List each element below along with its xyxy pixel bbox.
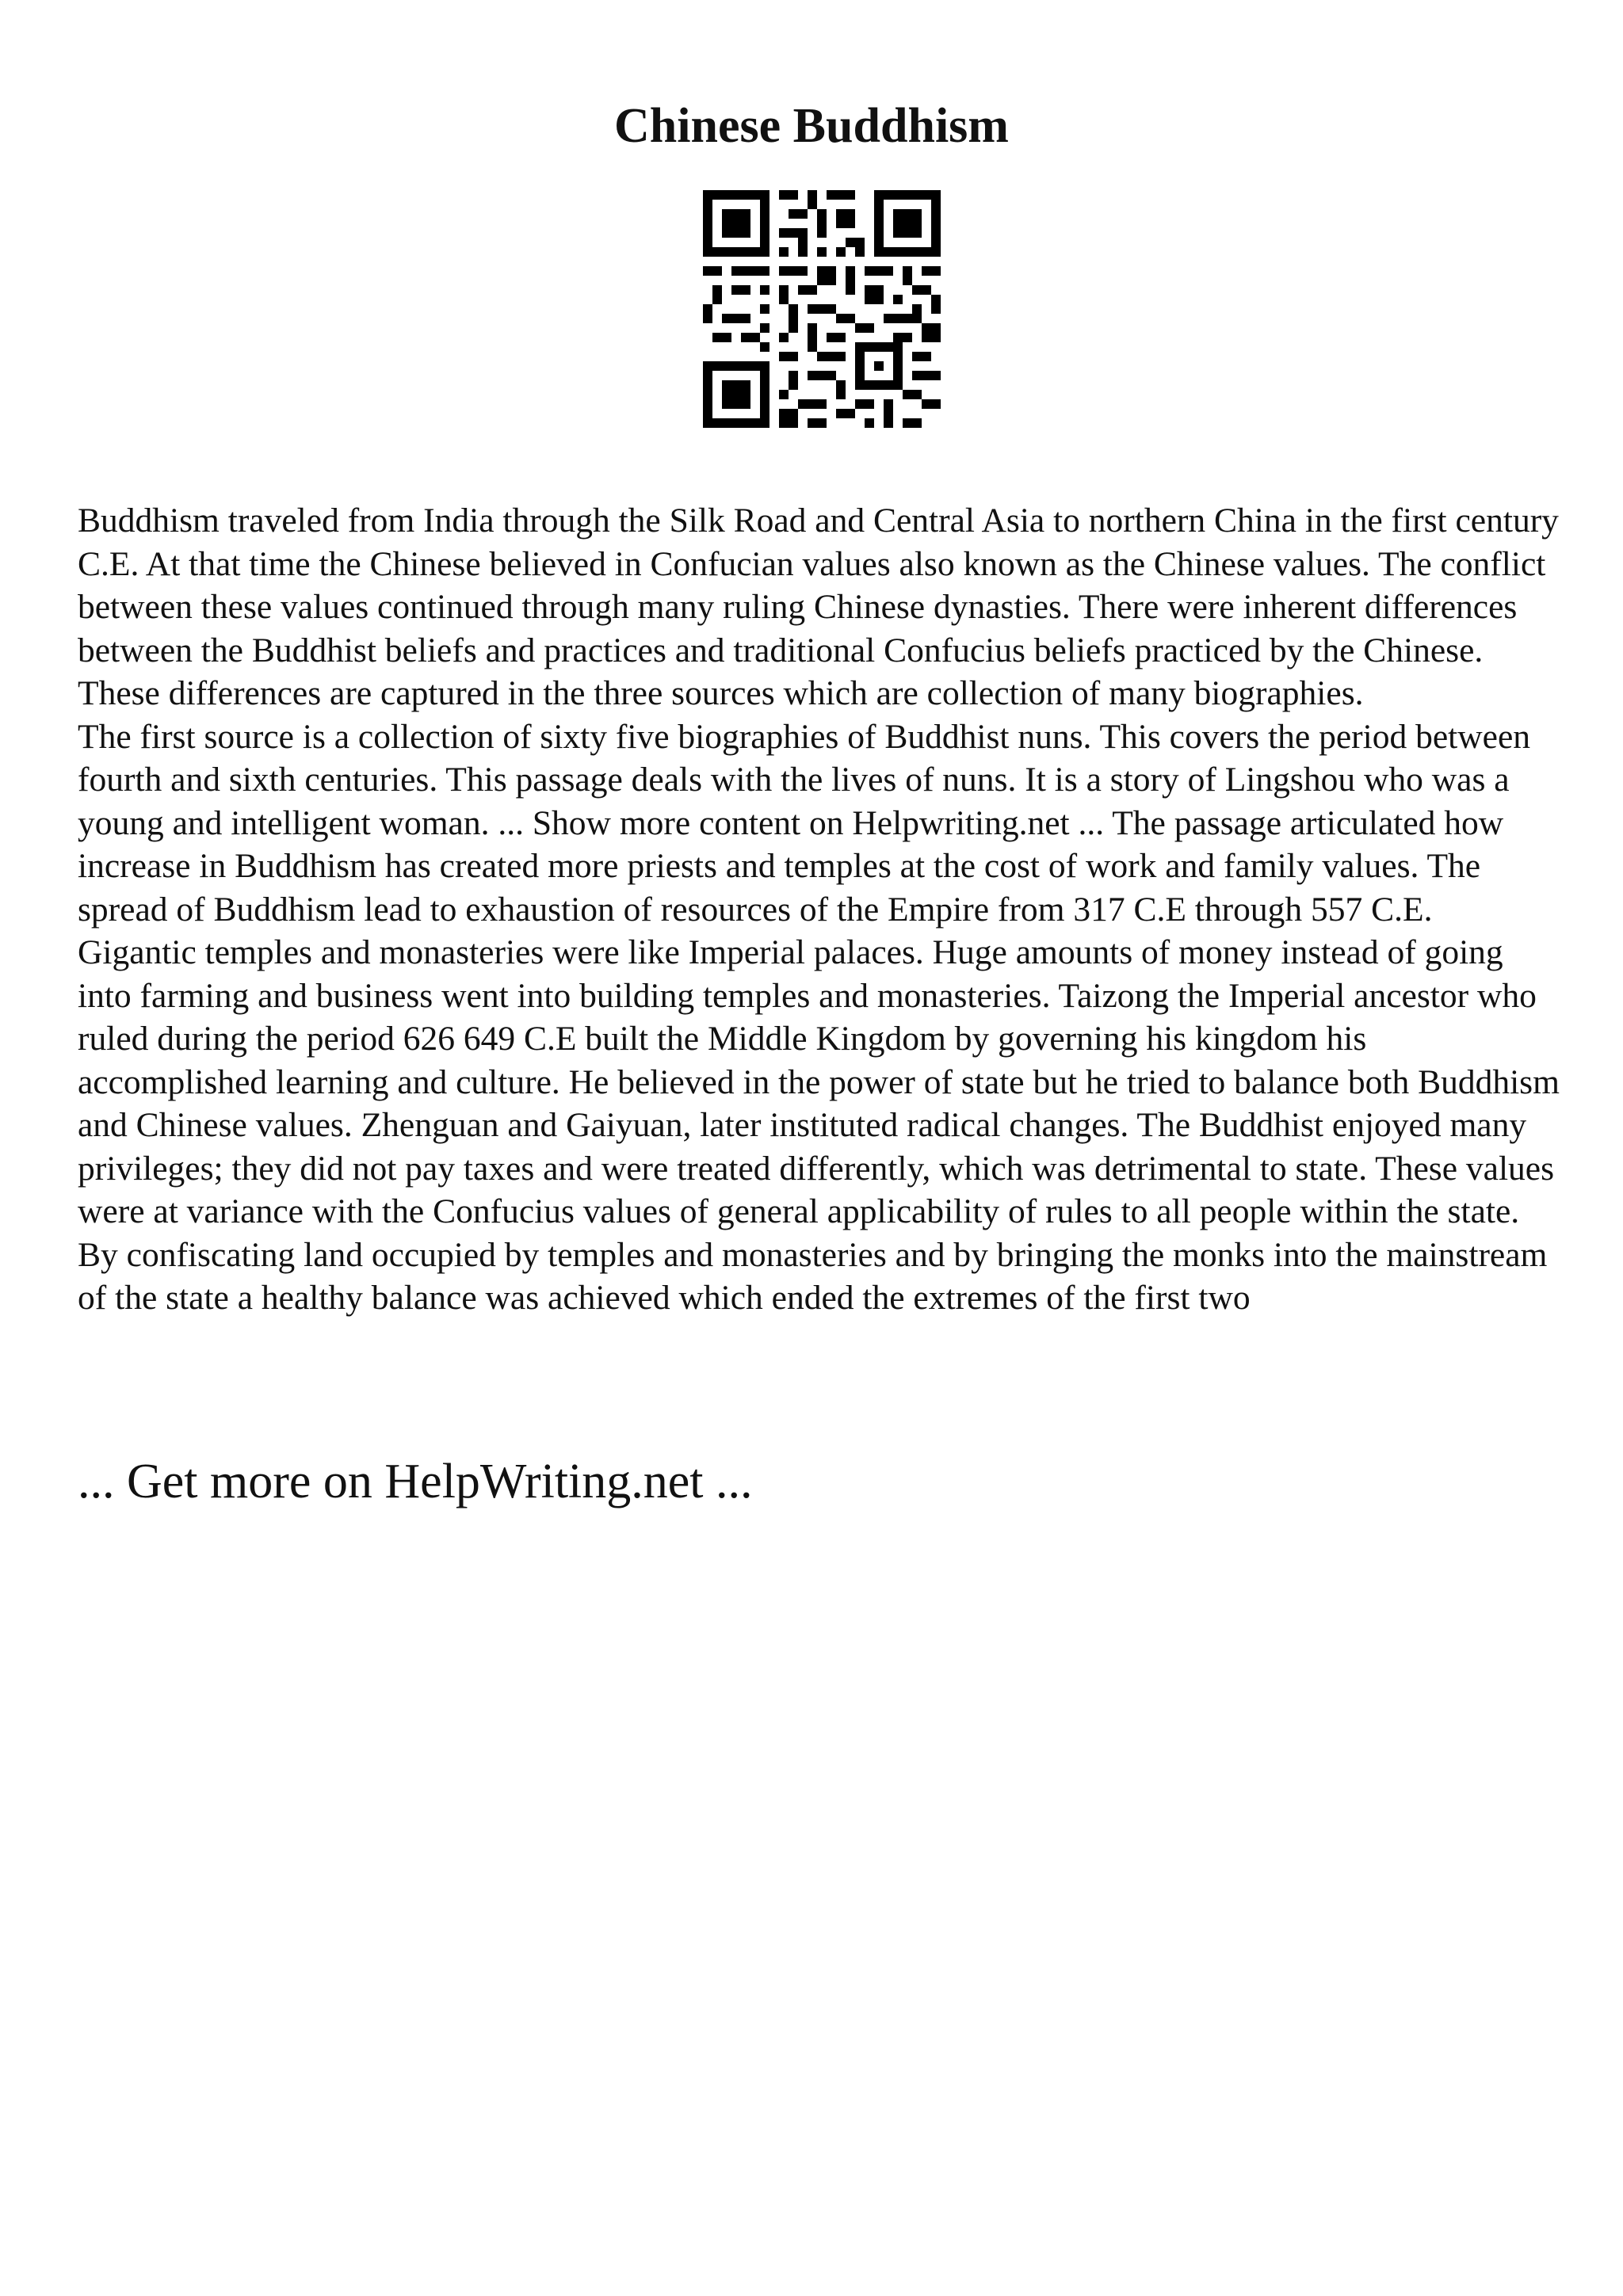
paragraph-first-source: The first source is a collection of sixty five biographies of Buddhist nuns. This covers the period between fourth and sixth centuries. This passage deals with the lives of nuns. It is a story of Lingshou who was a young and intelligent woman. ... Show more content on Helpwriting.net ... The passage articulated how increase in Buddhism has created more priests and temples at the cost of work and family values. The spread of Buddhism lead to exhaustion of resources of the Empire from 317 C.E through 557 C.E. Gigantic temples and monasteries were like Imperial palaces. Huge amounts of money instead of going into farming and business went into building temples and monasteries. Taizong the Imperial ancestor who ruled during the period 626 649 C.E built the Middle Kingdom by governing his kingdom his accomplished learning and culture. He believed in the power of state but he tried to balance both Buddhism and Chinese values. Zhenguan and Gaiyuan, later instituted radical changes. The Buddhist enjoyed many privileges; they did not pay taxes and were treated differently, which was detrimental to state. These values were at variance with the Confucius values of general applicability of rules to all people within the state. By confiscating land occupied by temples and monasteries and by bringing the monks into the mainstream of the state a healthy balance was achieved which ended the extremes of the first two <box>78 717 1560 1317</box>
paragraph-intro: Buddhism traveled from India through the Silk Road and Central Asia to northern China in the first century C.E. At that time the Chinese believed in Confucian values also known as the Chinese values. The conflict between these values continued through many ruling Chinese dynasties. There were inherent differences between the Buddhist beliefs and practices and traditional Confucius beliefs practiced by the Chinese. These differences are captured in the three sources which are collection of many biographies. <box>78 502 1559 712</box>
get-more-link[interactable]: ... Get more on HelpWriting.net ... <box>78 1455 753 1508</box>
qr-code-icon <box>703 190 941 428</box>
qr-code <box>703 190 941 428</box>
document-title: Chinese Buddhism <box>614 99 1009 153</box>
document-body <box>78 499 1560 1320</box>
